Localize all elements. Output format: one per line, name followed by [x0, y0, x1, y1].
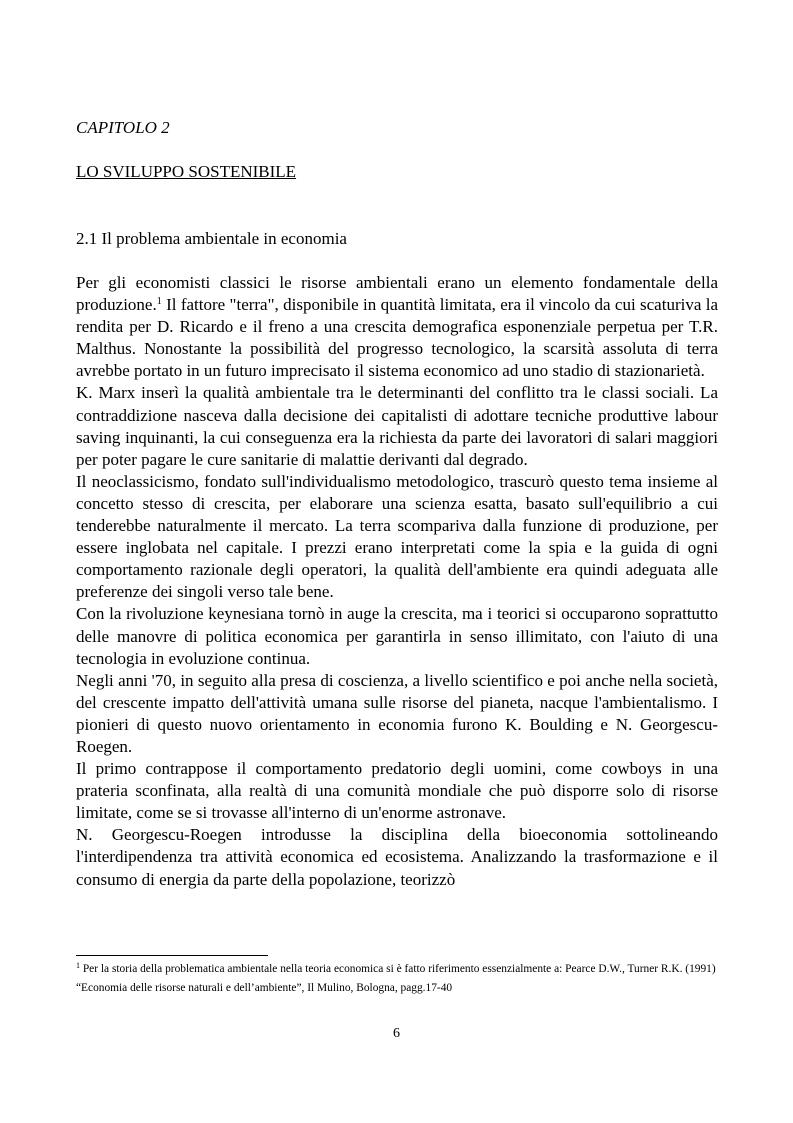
paragraph-1	[76, 272, 718, 382]
paragraph-1-text: Per gli economisti classici le risorse ambientali erano un elemento fondamentale della produzione.	[76, 273, 718, 315]
paragraph-3: Il neoclassicismo, fondato sull'individualismo metodologico, trascurò questo tema insieme al concetto stesso di crescita, per elaborare una scienza esatta, basato sull'equilibrio a cui tenderebbe naturalmente il mercato. La terra scompariva dalla funzione di produzione, per essere inglobata nel capitale. I prezzi erano interpretati come la spia e la guida di ogni comportamento razionale degli operatori, la qualità dell'ambiente era quindi adeguata alle preferenze dei singoli verso tale bene.	[76, 471, 718, 602]
chapter-heading: CAPITOLO 2	[76, 118, 170, 137]
paragraph-4: Con la rivoluzione keynesiana tornò in auge la crescita, ma i teorici si occuparono soprattutto delle manovre di politica economica per garantirla in senso illimitato, con l'aiuto di una tecnologia in evoluzione continua.	[76, 604, 718, 668]
footnote-separator	[76, 955, 268, 956]
paragraph-7: N. Georgescu-Roegen introdusse la disciplina della bioeconomia sottolineando l'interdipendenza tra attività economica ed ecosistema. Analizzando la trasformazione e il consumo di energia da parte della popolazione, teorizzò	[76, 825, 718, 889]
body-text	[76, 272, 718, 891]
paragraph-2: K. Marx inserì la qualità ambientale tra le determinanti del conflitto tra le classi sociali. La contraddizione nasceva dalla decisione dei capitalisti di adottare tecniche produttive labour saving inquinanti, la cui conseguenza era la richiesta da parte dei lavoratori di salari maggiori per poter pagare le cure sanitarie di malattie derivanti dal degrado.	[76, 383, 718, 469]
footnote-text: Per la storia della problematica ambientale nella teoria economica si è fatto riferimento essenzialmente a: Pearce D.W., Turner R.K. (1991) “Economia delle risorse naturali e dell’ambiente”, Il Mulino, Bologna, pagg.17-40	[76, 963, 716, 994]
footnote-marker: 1	[76, 961, 80, 970]
footnote	[76, 960, 736, 998]
paragraph-1-continuation: Il fattore "terra", disponibile in quantità limitata, era il vincolo da cui scaturiva la rendita per D. Ricardo e il freno a una crescita demografica esponenziale perpetua per T.R. Malthus. Nonostante la possibilità del progresso tecnologico, la scarsità assoluta di terra avrebbe portato in un futuro imprecisato il sistema economico ad uno stadio di stazionarietà.	[76, 295, 718, 381]
paragraph-5: Negli anni '70, in seguito alla presa di coscienza, a livello scientifico e poi anche nella società, del crescente impatto dell'attività umana sulle risorse del pianeta, nacque l'ambientalismo. I pionieri di questo nuovo orientamento in economia furono K. Boulding e N. Georgescu-Roegen.	[76, 670, 718, 756]
paragraph-6: Il primo contrappose il comportamento predatorio degli uomini, come cowboys in una prateria sconfinata, alla realtà di una comunità mondiale che può disporre solo di risorse limitate, come se si trovasse all'interno di un'enorme astronave.	[76, 759, 718, 823]
page-number: 6	[393, 1026, 400, 1041]
chapter-title: LO SVILUPPO SOSTENIBILE	[76, 162, 297, 181]
section-heading: 2.1 Il problema ambientale in economia	[76, 229, 347, 248]
footnote-reference: 1	[156, 296, 162, 308]
